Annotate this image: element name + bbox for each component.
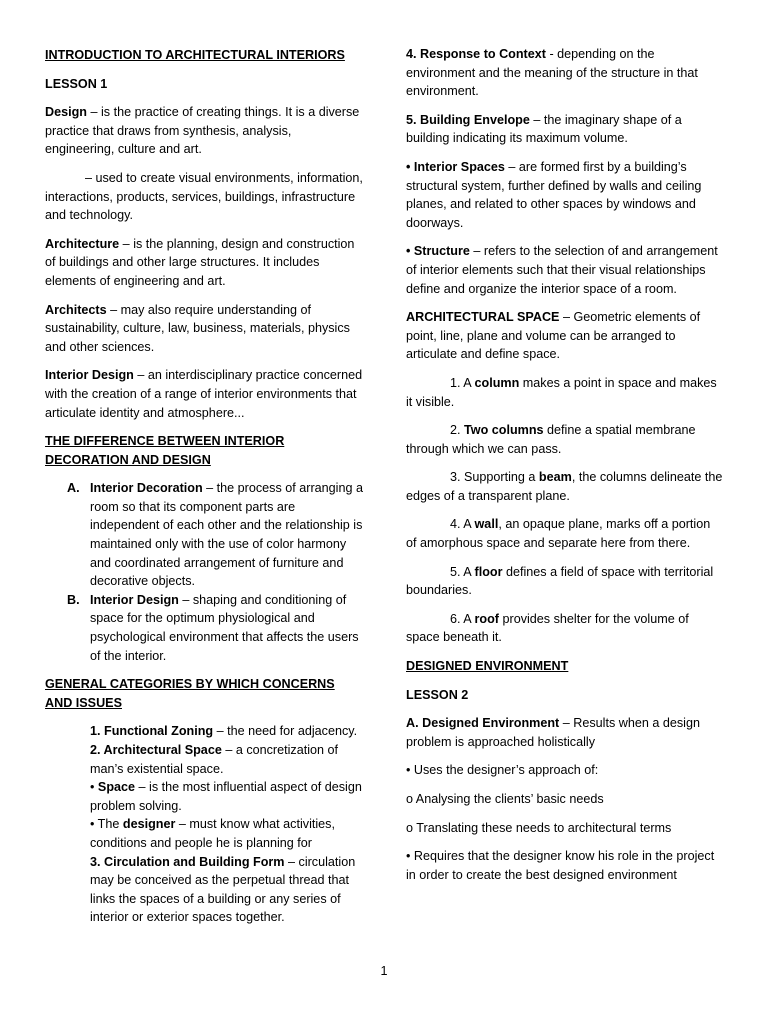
architecture-definition: – is the planning, design and construction of buildings and other large structures. It includes elements of engineering and art. xyxy=(45,236,355,288)
designer-bullet xyxy=(90,815,363,852)
step-prefix: 2. xyxy=(450,423,465,438)
category-text: - depending on the environment and the meaning of the structure in that environment. xyxy=(406,47,698,99)
difference-list xyxy=(45,479,363,665)
design-paragraph xyxy=(45,103,363,159)
category-functional-zoning xyxy=(90,722,363,741)
design-usage-paragraph: – used to create visual environments, information, interactions, products, services, buildings, infrastructure and technology. xyxy=(45,170,363,223)
category-text: – a concretization of man’s existential space. xyxy=(90,743,339,776)
category-text: – the need for adjacency. xyxy=(213,724,358,739)
space-text: – is the most influential aspect of design problem solving. xyxy=(90,780,362,813)
category-term: 3. Circulation and Building Form xyxy=(90,854,285,869)
space-term: Space xyxy=(97,780,136,795)
step-term: wall xyxy=(474,517,499,532)
category-circulation xyxy=(90,853,363,927)
architectural-space-text: – Geometric elements of point, line, plane and volume can be arranged to articulate and define space. xyxy=(406,310,701,362)
step-text: define a spatial membrane through which we can pass. xyxy=(406,423,696,456)
category-building-envelope xyxy=(406,111,724,148)
step-two-columns xyxy=(406,421,724,458)
step-text: provides shelter for the volume of space beneath it. xyxy=(406,611,689,645)
step-prefix: 5. A xyxy=(450,564,475,579)
step-prefix: 6. A xyxy=(450,611,475,626)
interior-spaces-text: – are formed first by a building’s structural system, further defined by walls and ceiling planes, and related to other spaces by windows and doorways. xyxy=(406,159,702,230)
step-prefix: 4. A xyxy=(450,517,475,532)
bullet-prefix: • xyxy=(90,780,98,795)
bullet-prefix: • The xyxy=(90,817,123,832)
page-number: 1 xyxy=(380,964,388,978)
designer-text: – must know what activities, conditions and people he is planning for xyxy=(90,817,335,850)
categories-block xyxy=(45,722,363,927)
list-item-text: – the process of arranging a room so that its component parts are independent of each other and the relationship is maintained only with the use of color harmony and coordinated arrangement of furniture and decorative objects. xyxy=(90,481,363,589)
designed-environment-text: – Results when a design problem is approached holistically xyxy=(406,716,700,749)
category-term: 2. Architectural Space xyxy=(90,743,222,757)
structure-paragraph xyxy=(406,242,724,298)
list-marker: A. xyxy=(67,481,80,496)
step-text: defines a field of space with territorial boundaries. xyxy=(406,564,714,598)
designed-environment-heading: DESIGNED ENVIRONMENT xyxy=(406,659,569,674)
step-term: beam xyxy=(538,470,572,485)
step-text: makes a point in space and makes it visible. xyxy=(406,375,717,409)
left-column xyxy=(45,46,363,927)
document-title: INTRODUCTION TO ARCHITECTURAL INTERIORS xyxy=(45,48,345,62)
structure-term: • Structure xyxy=(406,244,470,259)
interior-spaces-term: • Interior Spaces xyxy=(406,159,505,174)
space-bullet xyxy=(90,778,363,815)
step-term: Two columns xyxy=(464,423,544,438)
interior-spaces-paragraph xyxy=(406,158,724,232)
lesson-1-label: LESSON 1 xyxy=(45,76,108,91)
list-item xyxy=(45,591,363,665)
category-response-to-context xyxy=(406,45,724,101)
designed-environment-paragraph xyxy=(406,714,724,751)
interior-design-definition: – an interdisciplinary practice concerned with the creation of a range of interior environments that articulate identity and atmosphere... xyxy=(45,368,363,420)
list-item-term: Interior Design xyxy=(90,592,179,607)
step-term: roof xyxy=(474,611,499,626)
category-term: 4. Response to Context xyxy=(406,47,546,61)
step-beam xyxy=(406,468,724,505)
approach-item-analysing: o Analysing the clients’ basic needs xyxy=(406,792,604,806)
role-bullet: • Requires that the designer know his role in the project in order to create the best designed environment xyxy=(406,849,715,882)
step-column xyxy=(406,374,724,411)
list-item-text: – shaping and conditioning of space for the optimum physiological and psychological environment that affects the users of the interior. xyxy=(90,592,359,663)
list-item-term: Interior Decoration xyxy=(90,481,203,496)
category-term: 1. Functional Zoning xyxy=(90,724,214,739)
right-column xyxy=(406,46,724,894)
difference-heading: THE DIFFERENCE BETWEEN INTERIOR DECORATION AND DESIGN xyxy=(45,434,285,467)
architecture-term: Architecture xyxy=(45,236,120,251)
architectural-space-term: ARCHITECTURAL SPACE xyxy=(406,310,560,325)
step-wall xyxy=(406,515,724,552)
category-text: – the imaginary shape of a building indicating its maximum volume. xyxy=(406,112,682,146)
step-prefix: 1. A xyxy=(450,375,475,390)
architectural-space-paragraph xyxy=(406,308,724,364)
interior-design-term: Interior Design xyxy=(45,368,134,383)
list-marker: B. xyxy=(67,592,80,607)
step-floor xyxy=(406,563,724,600)
architecture-paragraph xyxy=(45,235,363,291)
step-text: , the columns delineate the edges of a transparent plane. xyxy=(406,470,723,503)
architects-paragraph xyxy=(45,301,363,357)
category-architectural-space xyxy=(90,741,363,778)
category-term: 5. Building Envelope xyxy=(406,112,530,127)
approach-bullet: • Uses the designer’s approach of: xyxy=(406,763,599,778)
categories-heading: GENERAL CATEGORIES BY WHICH CONCERNS AND ISSUES xyxy=(45,677,335,710)
architects-definition: – may also require understanding of sustainability, culture, law, business, materials, physics and other sciences. xyxy=(45,302,350,354)
lesson-2-label: LESSON 2 xyxy=(406,687,469,702)
designer-term: designer xyxy=(122,817,176,832)
approach-item-translating: o Translating these needs to architectural terms xyxy=(406,820,672,835)
step-prefix: 3. Supporting a xyxy=(450,470,539,485)
step-text: , an opaque plane, marks off a portion of amorphous space and separate here from there. xyxy=(406,517,711,551)
list-item xyxy=(45,479,363,591)
step-term: column xyxy=(474,375,520,390)
category-text: – circulation may be conceived as the perpetual thread that links the spaces of a building or any series of interior or exterior spaces together. xyxy=(90,854,356,925)
design-definition: – is the practice of creating things. It is a diverse practice that draws from synthesis, analysis, engineering, culture and art. xyxy=(45,105,360,157)
structure-text: – refers to the selection of and arrangement of interior elements such that their visual relationships define and organize the interior space of a room. xyxy=(406,244,718,296)
step-roof xyxy=(406,610,724,647)
architects-term: Architects xyxy=(45,302,107,317)
interior-design-paragraph xyxy=(45,366,363,422)
designed-environment-term: A. Designed Environment xyxy=(406,716,560,731)
design-term: Design xyxy=(45,105,87,120)
step-term: floor xyxy=(474,564,503,579)
